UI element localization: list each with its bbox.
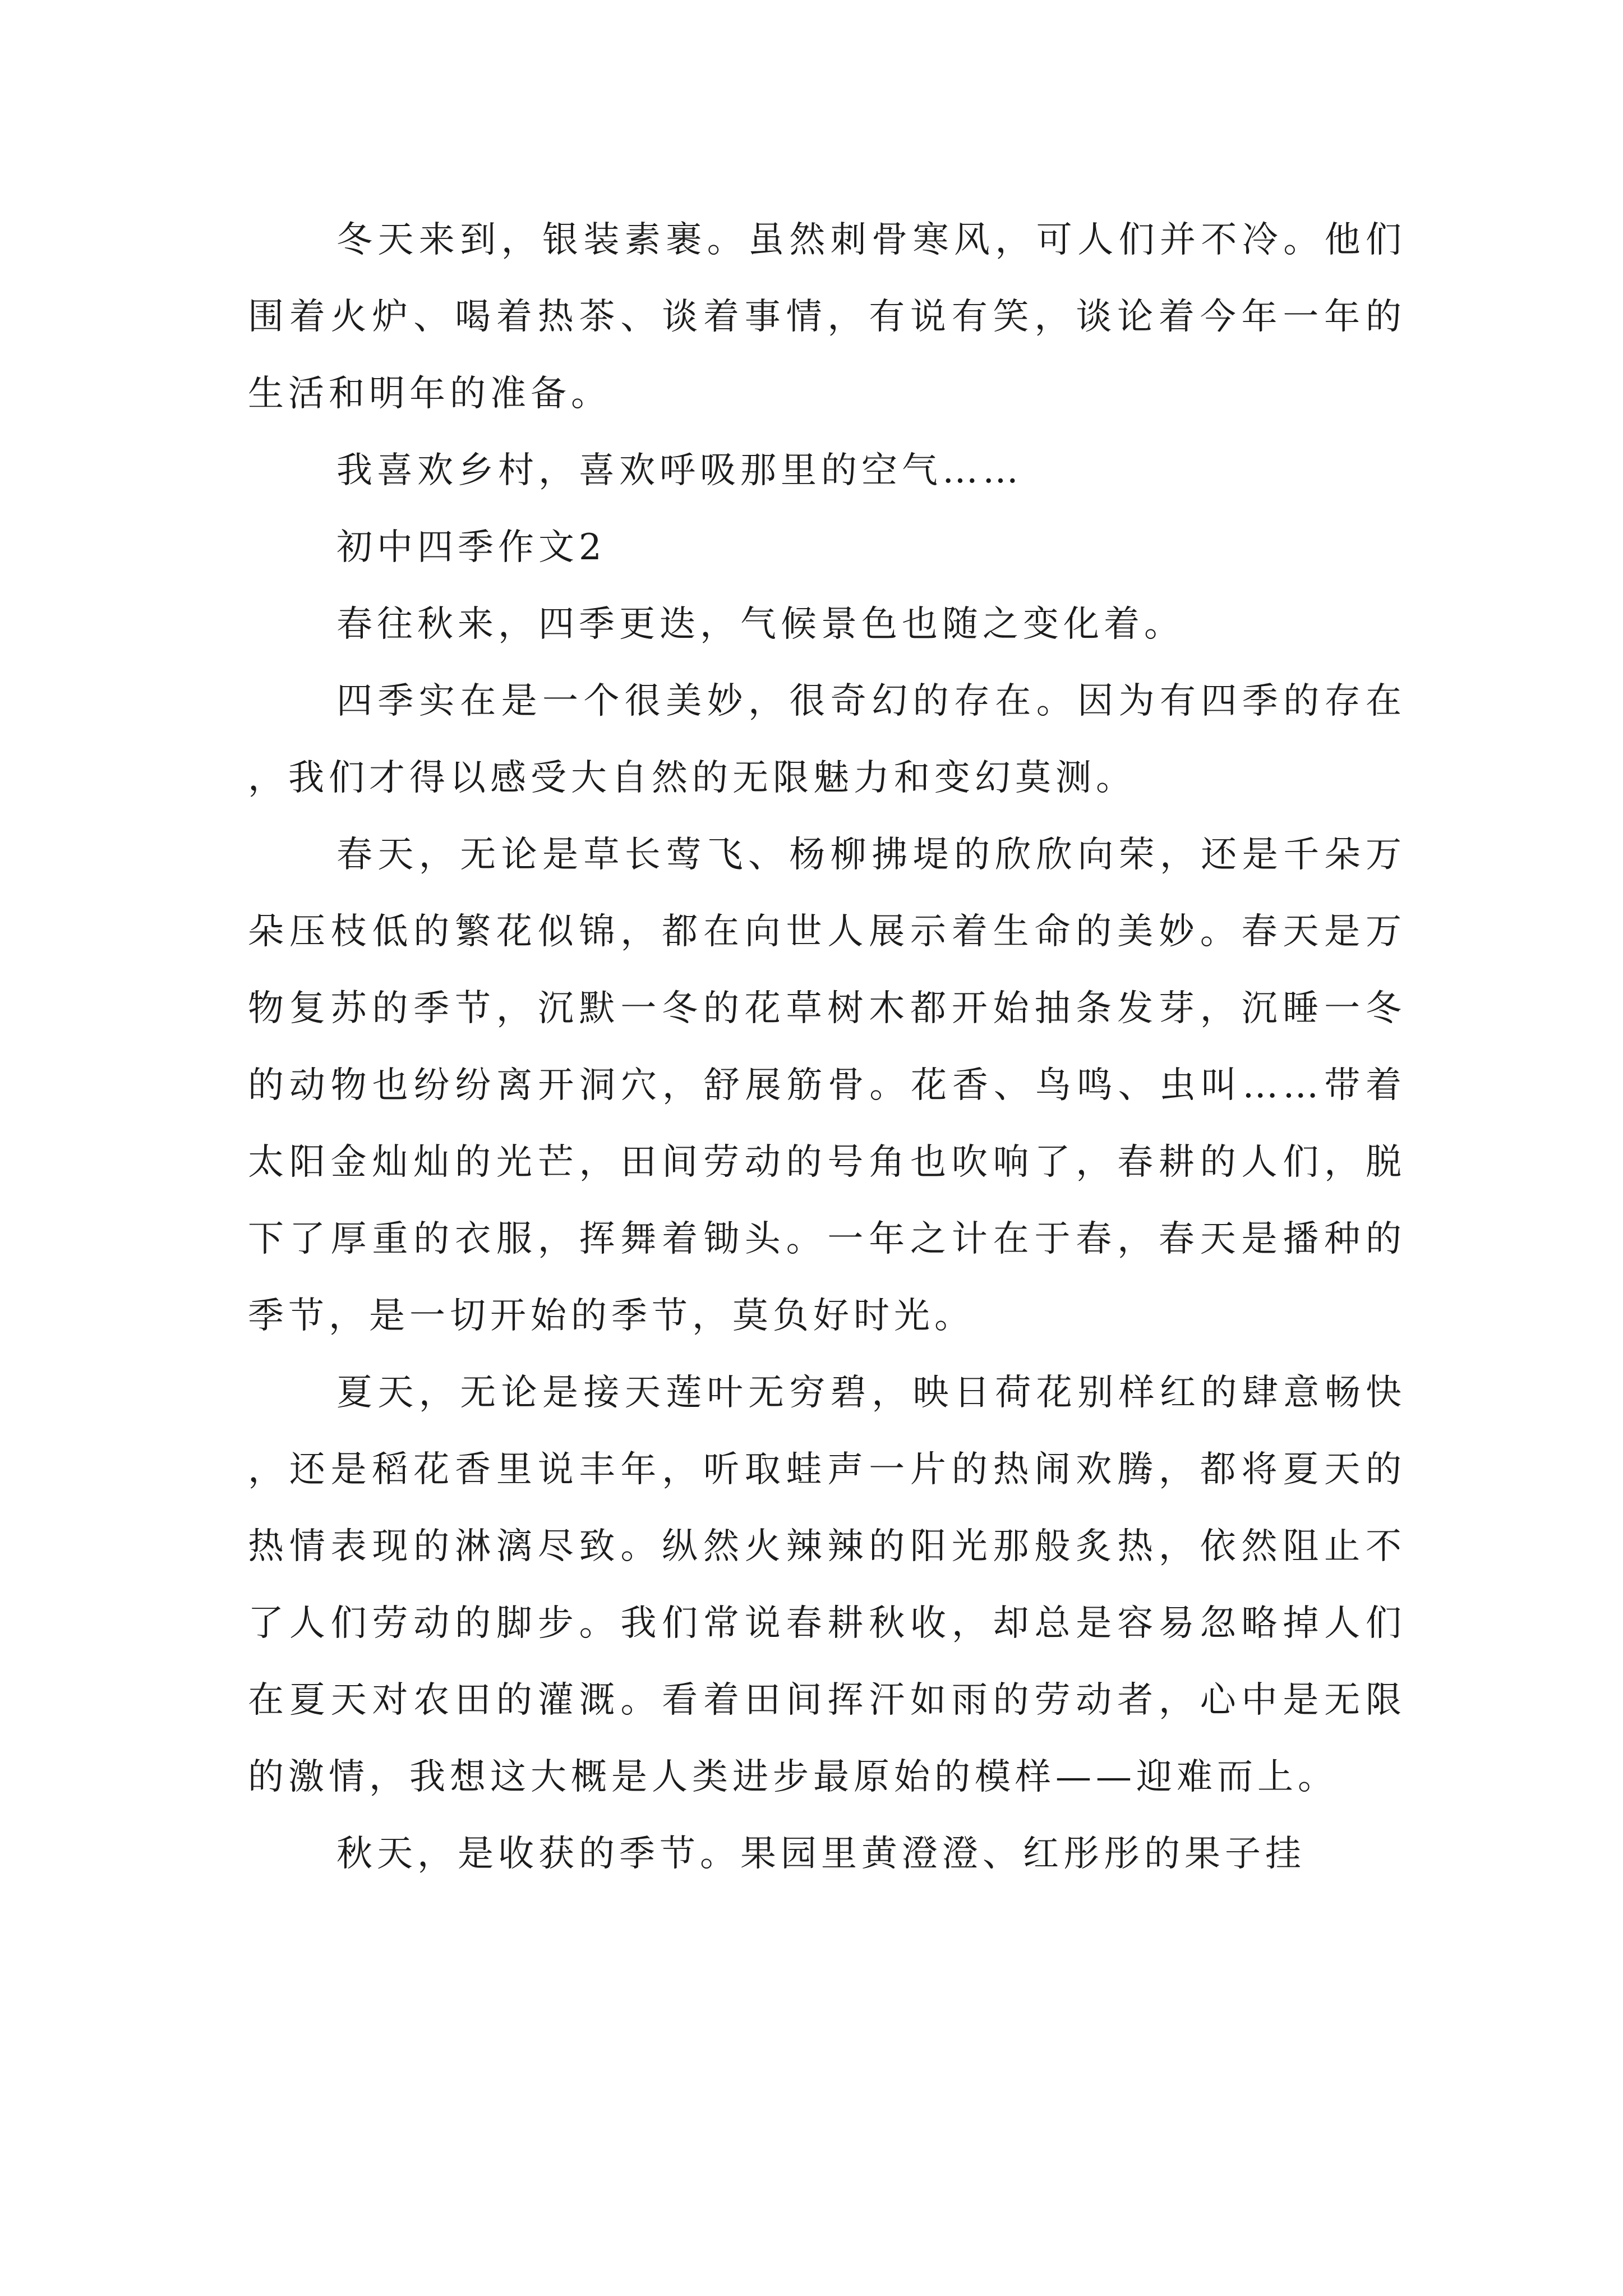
paragraph-summer: 夏天，无论是接天莲叶无穷碧，映日荷花别样红的肆意畅快，还是稻花香里说丰年，听取蛙声一片的热闹欢腾，都将夏天的热情表现的淋漓尽致。纵然火辣辣的阳光那般炙热，依然阻止不了人们劳动的脚步。我们常说春耕秋收，却总是容易忽略掉人们在夏天对农田的灌溉。看着田间挥汗如雨的劳动者，心中是无限的激情，我想这大概是人类进步最原始的模样——迎难而上。 [248, 1372, 1406, 1798]
paragraph-spring: 春天，无论是草长莺飞、杨柳拂堤的欣欣向荣，还是千朵万朵压枝低的繁花似锦，都在向世人展示着生命的美妙。春天是万物复苏的季节，沉默一冬的花草树木都开始抽条发芽，沉睡一冬的动物也纷纷离开洞穴，舒展筋骨。花香、鸟鸣、虫叫……带着太阳金灿灿的光芒，田间劳动的号角也吹响了，春耕的人们，脱下了厚重的衣服，挥舞着锄头。一年之计在于春，春天是播种的季节，是一切开始的季节，莫负好时光。 [248, 834, 1406, 1337]
paragraph-autumn: 秋天，是收获的季节。果园里黄澄澄、红彤彤的果子挂 [336, 1833, 1306, 1875]
essay-title: 初中四季作文2 [336, 527, 606, 568]
paragraph-countryside: 我喜欢乡村，喜欢呼吸那里的空气…… [336, 450, 1023, 491]
paragraph-seasons: 四季实在是一个很美妙，很奇幻的存在。因为有四季的存在，我们才得以感受大自然的无限魅力和变幻莫测。 [248, 680, 1406, 799]
paragraph-intro: 春往秋来，四季更迭，气候景色也随之变化着。 [336, 604, 1184, 645]
paragraph-winter: 冬天来到，银装素裹。虽然刺骨寒风，可人们并不冷。他们围着火炉、喝着热茶、谈着事情，有说有笑，谈论着今年一年的生活和明年的准备。 [248, 219, 1406, 415]
document-body [248, 202, 1406, 1893]
